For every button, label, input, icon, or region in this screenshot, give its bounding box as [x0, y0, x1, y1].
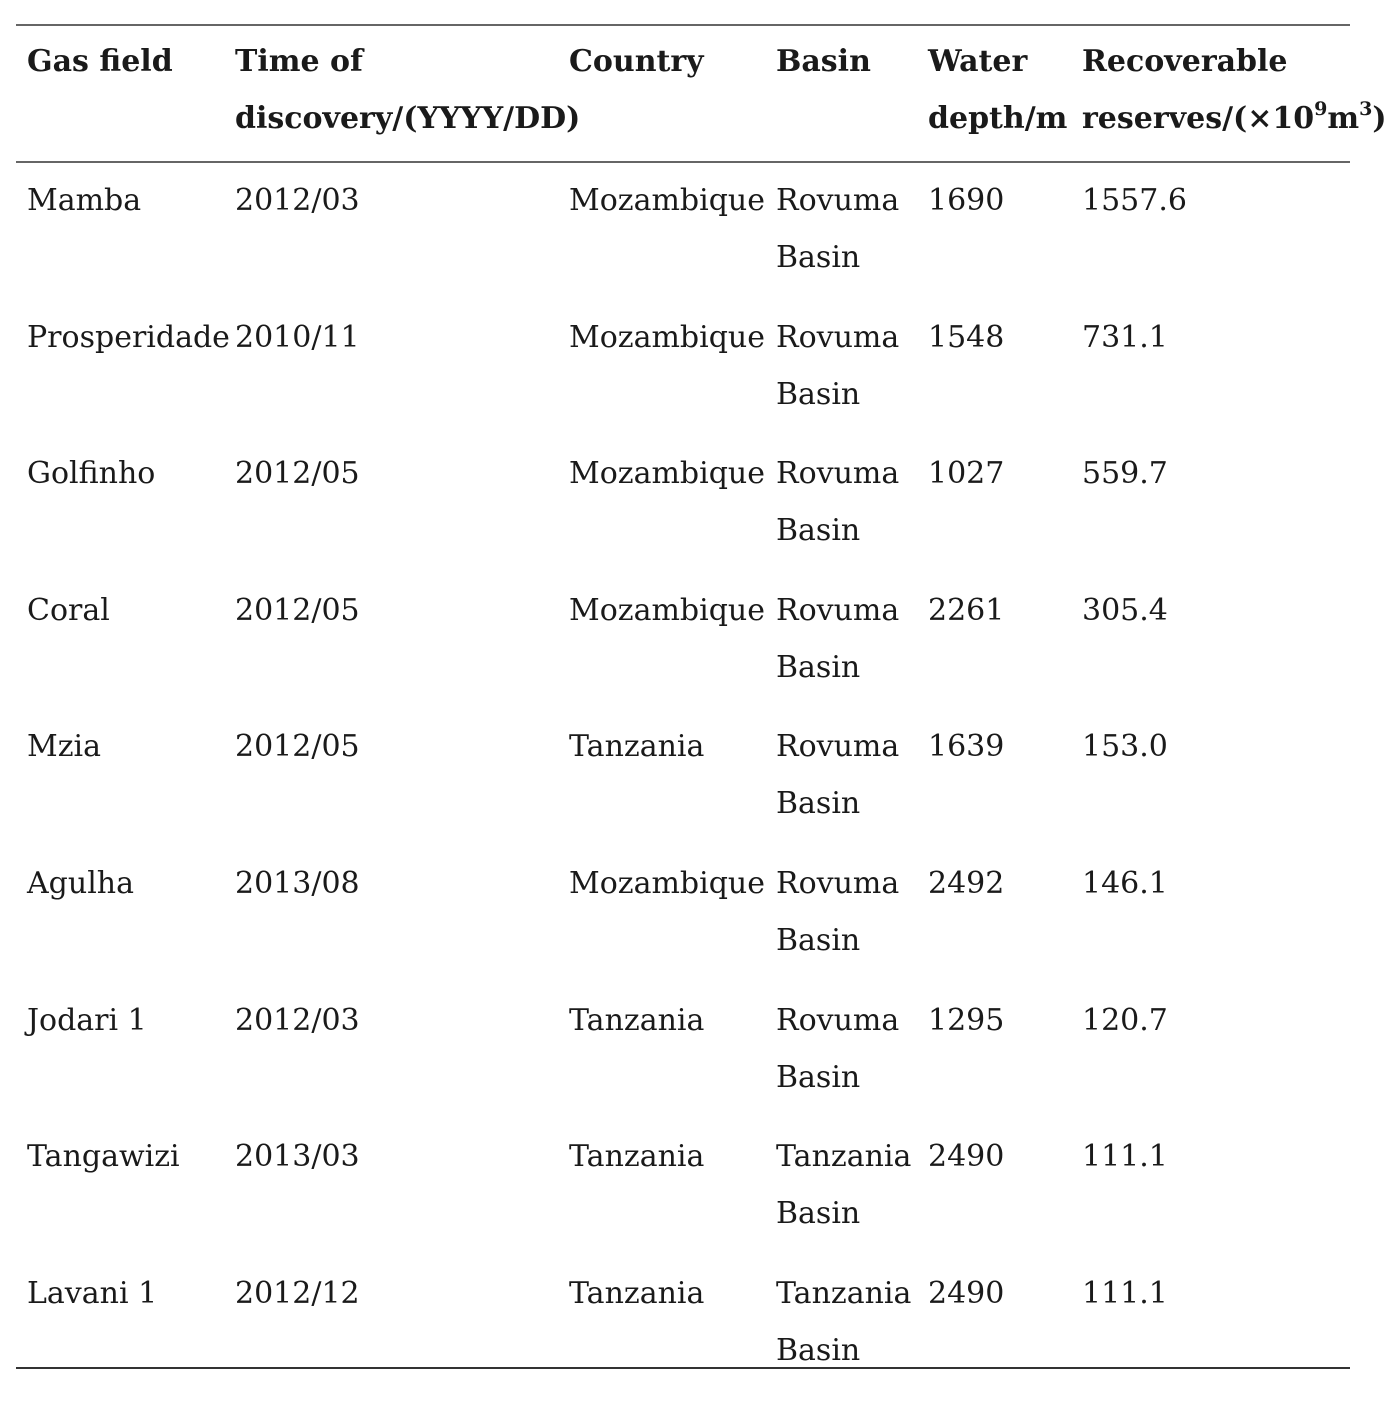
table-bottom-rule — [16, 1367, 1350, 1369]
cell-basin — [776, 1265, 911, 1379]
header-reserves-exp1: 9 — [1314, 98, 1328, 120]
header-reserves-pre: reserves/(×10 — [1082, 101, 1315, 136]
cell-gas-field: Tangawizi — [27, 1139, 180, 1175]
cell-water-depth: 1027 — [928, 456, 1005, 492]
cell-basin — [776, 582, 899, 696]
cell-water-depth: 2492 — [928, 866, 1005, 901]
table-row — [0, 1265, 1350, 1401]
table-row — [0, 992, 1350, 1129]
cell-time: 2012/03 — [235, 1002, 360, 1038]
header-recoverable-reserves — [1082, 33, 1387, 147]
cell-basin-line1: Rovuma — [776, 866, 900, 901]
cell-reserves: 111.1 — [1082, 1275, 1168, 1311]
cell-basin — [776, 172, 899, 286]
cell-reserves: 1557.6 — [1082, 183, 1187, 218]
header-water-line1: Water — [928, 44, 1028, 79]
header-time-line1: Time of — [235, 44, 363, 79]
cell-water-depth: 2490 — [928, 1275, 1005, 1311]
cell-basin-line2: Basin — [776, 1196, 861, 1232]
cell-basin-line2: Basin — [776, 240, 861, 275]
header-country-text: Country — [569, 44, 704, 79]
cell-water-depth: 1639 — [928, 729, 1005, 765]
cell-water-depth: 2490 — [928, 1139, 1005, 1175]
cell-basin-line1: Rovuma — [776, 1002, 900, 1038]
header-reserves-exp2: 3 — [1359, 98, 1373, 120]
header-reserves-mid: m — [1327, 101, 1360, 136]
cell-reserves: 111.1 — [1082, 1139, 1168, 1175]
cell-basin-line1: Rovuma — [776, 319, 900, 355]
cell-time: 2012/05 — [235, 592, 360, 628]
cell-time: 2012/12 — [235, 1275, 360, 1311]
cell-basin — [776, 718, 899, 832]
cell-country: Tanzania — [569, 1139, 705, 1175]
table-row — [0, 172, 1350, 309]
cell-basin — [776, 992, 899, 1106]
table-top-rule — [16, 24, 1350, 26]
cell-time: 2013/03 — [235, 1139, 360, 1175]
cell-basin — [776, 1128, 911, 1242]
cell-basin-line1: Rovuma — [776, 729, 900, 765]
cell-reserves: 731.1 — [1082, 319, 1168, 355]
table-row — [0, 309, 1350, 446]
header-time-line2: discovery/(YYYY/DD) — [235, 101, 581, 136]
cell-gas-field: Coral — [27, 592, 110, 628]
header-country — [569, 33, 704, 90]
cell-basin-line1: Rovuma — [776, 592, 900, 628]
cell-country: Tanzania — [569, 1275, 705, 1311]
header-time-of-discovery — [235, 33, 580, 147]
cell-gas-field: Prosperidade — [27, 319, 230, 355]
cell-gas-field: Mamba — [27, 183, 142, 218]
header-basin-text: Basin — [776, 44, 871, 79]
table-row — [0, 718, 1350, 855]
cell-time: 2012/03 — [235, 183, 360, 218]
cell-water-depth: 1548 — [928, 319, 1005, 355]
cell-water-depth: 1690 — [928, 183, 1005, 218]
header-reserves-line2 — [1082, 90, 1387, 147]
cell-country: Tanzania — [569, 729, 705, 765]
cell-basin — [776, 855, 899, 969]
cell-basin-line1: Rovuma — [776, 183, 900, 218]
cell-reserves: 146.1 — [1082, 866, 1168, 901]
cell-time: 2010/11 — [235, 319, 360, 355]
cell-water-depth: 1295 — [928, 1002, 1005, 1038]
cell-country: Mozambique — [569, 866, 765, 901]
table-row — [0, 1128, 1350, 1265]
cell-basin-line2: Basin — [776, 376, 861, 412]
cell-gas-field: Golfinho — [27, 456, 156, 492]
cell-time: 2012/05 — [235, 456, 360, 492]
cell-country: Mozambique — [569, 319, 765, 355]
cell-gas-field: Agulha — [27, 866, 134, 901]
cell-basin-line1: Tanzania — [776, 1139, 912, 1175]
cell-basin-line2: Basin — [776, 649, 861, 685]
cell-basin-line2: Basin — [776, 786, 861, 822]
cell-basin-line2: Basin — [776, 513, 861, 549]
header-gas-field-text: Gas field — [27, 44, 173, 79]
cell-basin-line2: Basin — [776, 1332, 861, 1368]
header-water-depth — [928, 33, 1067, 147]
table-header-rule — [16, 161, 1350, 163]
cell-basin-line1: Rovuma — [776, 456, 900, 492]
table-row — [0, 855, 1350, 992]
cell-reserves: 305.4 — [1082, 592, 1168, 628]
cell-basin-line2: Basin — [776, 1059, 861, 1095]
cell-gas-field: Jodari 1 — [27, 1002, 147, 1038]
header-basin — [776, 33, 871, 90]
cell-time: 2012/05 — [235, 729, 360, 765]
cell-country: Mozambique — [569, 592, 765, 628]
table-row — [0, 582, 1350, 719]
cell-basin-line1: Tanzania — [776, 1275, 912, 1311]
cell-reserves: 120.7 — [1082, 1002, 1168, 1038]
header-water-line2: depth/m — [928, 101, 1068, 136]
header-reserves-post: ) — [1372, 101, 1387, 136]
table-row — [0, 445, 1350, 582]
cell-basin — [776, 309, 899, 423]
cell-reserves: 153.0 — [1082, 729, 1168, 765]
cell-basin-line2: Basin — [776, 923, 861, 958]
cell-time: 2013/08 — [235, 866, 360, 901]
cell-water-depth: 2261 — [928, 592, 1005, 628]
cell-gas-field: Mzia — [27, 729, 102, 765]
cell-country: Mozambique — [569, 456, 765, 492]
cell-basin — [776, 445, 899, 559]
header-reserves-line1: Recoverable — [1082, 44, 1288, 79]
cell-country: Mozambique — [569, 183, 765, 218]
cell-country: Tanzania — [569, 1002, 705, 1038]
cell-gas-field: Lavani 1 — [27, 1275, 158, 1311]
header-gas-field — [27, 33, 173, 90]
cell-reserves: 559.7 — [1082, 456, 1168, 492]
